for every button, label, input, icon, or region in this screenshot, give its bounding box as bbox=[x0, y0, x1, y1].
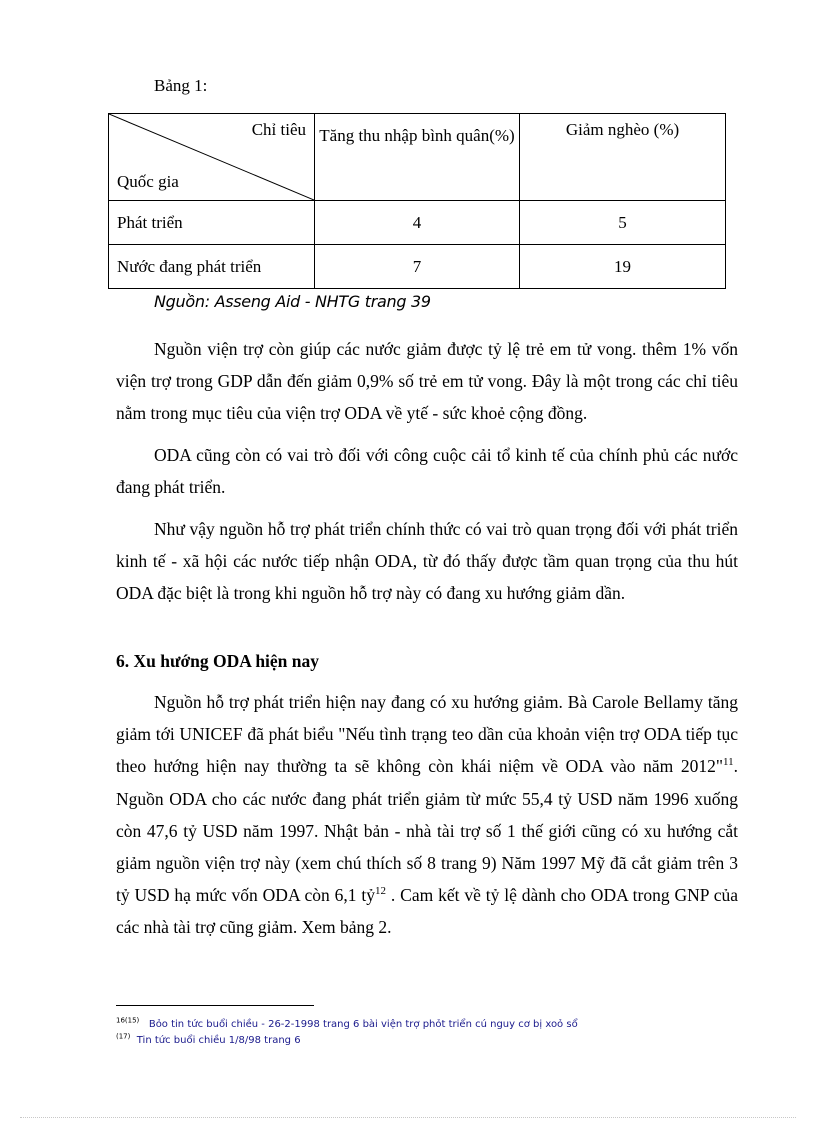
table-title: Bảng 1: bbox=[154, 76, 208, 95]
paragraph-1: Nguồn viện trợ còn giúp các nước giảm được tỷ lệ trẻ em tử vong. thêm 1% vốn viện trợ trong GDP dẫn đến giảm 0,9% số trẻ em tử vong. Đây là một trong các chỉ tiêu nằm trong mục tiêu của viện trợ ODA về ytế - sức khoẻ cộng đồng. bbox=[116, 339, 738, 424]
footnote-1: $^{16(15)}$ Bỏo tin tức buổi chiều - 26-2-1998 trang 6 bài viện trợ phỏt triển cú nguy cơ bị xoỏ sổ bbox=[116, 1016, 578, 1030]
table-source: Nguồn: Asseng Aid - NHTG trang 39 bbox=[154, 292, 431, 311]
footnote-separator bbox=[116, 1005, 314, 1006]
row-value: 4 bbox=[315, 201, 520, 245]
table-row bbox=[109, 245, 726, 289]
data-table bbox=[108, 113, 726, 289]
section-heading: 6. Xu hướng ODA hiện nay bbox=[116, 651, 320, 671]
row-value: 7 bbox=[315, 245, 520, 289]
row-label: Phát triển bbox=[109, 201, 315, 245]
footnote-ref: 11 bbox=[723, 756, 734, 769]
footnote-2: $^{(17)}$ Tin tức buổi chiều 1/8/98 trang 6 bbox=[116, 1032, 301, 1046]
page-bottom-border bbox=[20, 1117, 796, 1118]
paragraph-3: Như vậy nguồn hỗ trợ phát triển chính thức có vai trò quan trọng đối với phát triển kinh tế - xã hội các nước tiếp nhận ODA, từ đó thấy được tầm quan trọng của thu hút ODA đặc biệt là trong khi nguồn hỗ trợ này có đang xu hướng giảm dần. bbox=[116, 519, 738, 604]
paragraph-2: ODA cũng còn có vai trò đối với công cuộc cải tổ kinh tế của chính phủ các nước đang phát triển. bbox=[116, 445, 738, 498]
paragraph-4: Nguồn hỗ trợ phát triển hiện nay đang có xu hướng giảm. Bà Carole Bellamy tăng giảm tới UNICEF đã phát biểu "Nếu tình trạng teo dần của khoản viện trợ ODA tiếp tục theo hướng hiện nay thường ta sẽ không còn khái niệm về ODA vào năm 2012"$^{11}$. Nguồn ODA cho các nước đang phát triển giảm từ mức 55,4 tỷ USD năm 1996 xuống còn 47,6 tỷ USD năm 1997. Nhật bản - nhà tài trợ số 1 thế giới cũng có xu hướng cắt giảm nguồn viện trợ này (xem chú thích số 8 trang 9) Năm 1997 Mỹ đã cắt giảm trên 3 tỷ USD hạ mức vốn ODA còn 6,1 tỷ$^{12}$ . Cam kết về tỷ lệ dành cho ODA trong GNP của các nhà tài trợ cũng giảm. Xem bảng 2. bbox=[116, 692, 738, 938]
row-value: 19 bbox=[520, 245, 726, 289]
header-country: Quốc gia bbox=[117, 172, 179, 191]
footnote-ref: 12 bbox=[375, 885, 387, 898]
header-poverty: Giảm nghèo (%) bbox=[520, 114, 726, 201]
header-indicator: Chỉ tiêu bbox=[251, 120, 306, 139]
table-row bbox=[109, 201, 726, 245]
row-label: Nước đang phát triển bbox=[109, 245, 315, 289]
diagonal-header-cell bbox=[109, 114, 315, 201]
row-value: 5 bbox=[520, 201, 726, 245]
header-income: Tăng thu nhập bình quân(%) bbox=[315, 114, 520, 201]
